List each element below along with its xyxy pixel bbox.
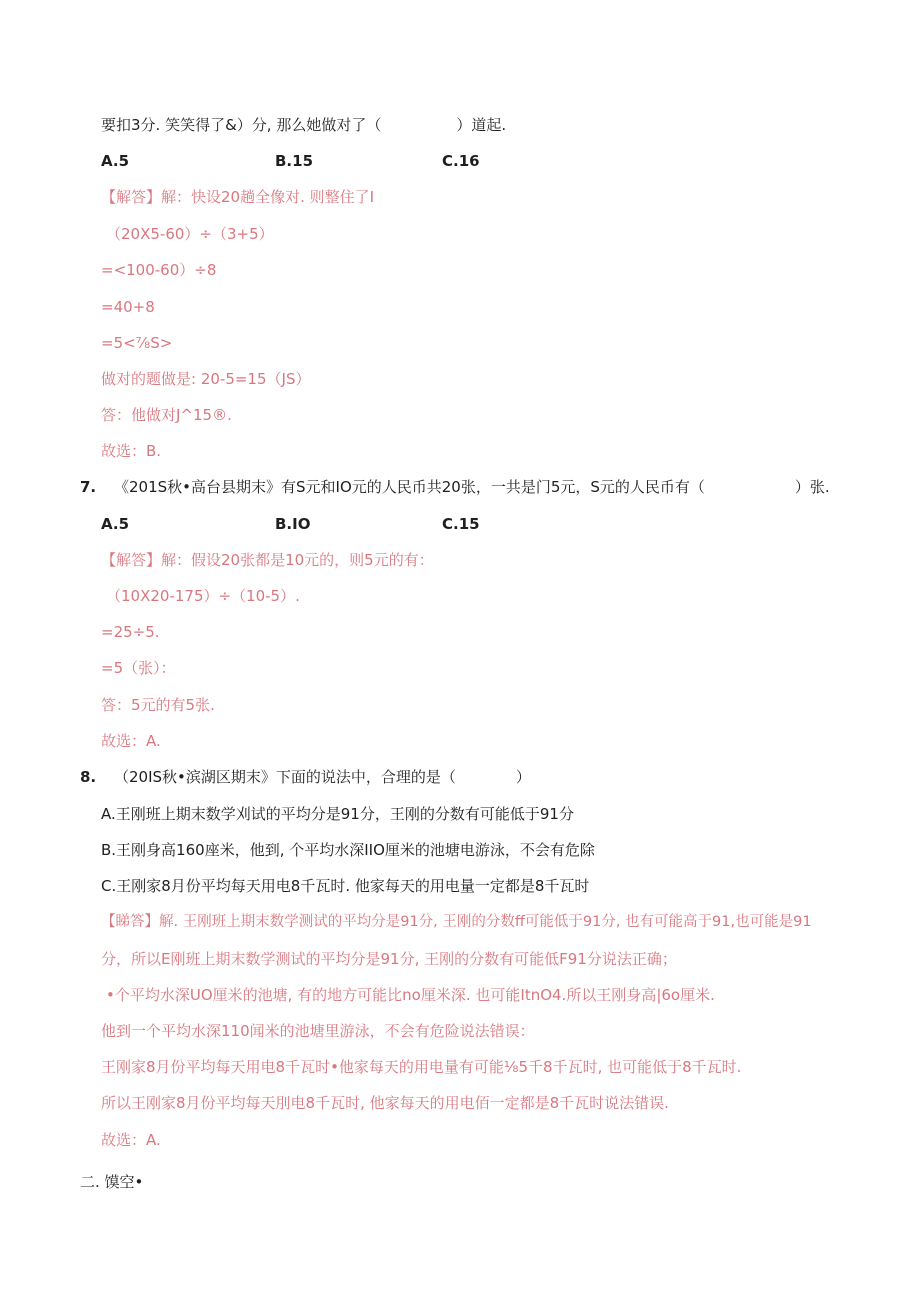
section-heading: 二. 馍空• (80, 1173, 144, 1191)
q7-answer-line-3: =25÷5. (101, 623, 160, 641)
q7-option-c: C.15 (442, 515, 480, 533)
q8-answer-line-2: 分，所以E刚班上期末数学测试的平均分是91分, 王刚的分数有可能低F91分说法正确； (101, 950, 677, 968)
q6-option-b: B.15 (275, 152, 314, 170)
q6-answer-line-6: 做对的题做是: 20-5=15（JS） (101, 370, 311, 388)
q8-option-c: C.王刚家8月份平均每天用电8千瓦时. 他家每天的用电量一定都是8千瓦时 (101, 877, 590, 895)
q7-number: 7. (80, 478, 97, 496)
q7-answer-line-2: （10X20-175）÷（10-5）. (106, 587, 300, 605)
q6-answer-line-4: =40+8 (101, 298, 155, 316)
q6-answer-line-3: =<100-60）÷8 (101, 261, 217, 279)
q7-answer-line-1: 【解答】解：假设20张都是10元的，则5元的有： (101, 551, 434, 569)
q7-option-a: A.5 (101, 515, 130, 533)
q7-answer-line-4: =5（张）： (101, 659, 176, 677)
q6-answer-line-1: 【解答】解：快设20趟全像对. 则整住了I (101, 188, 375, 206)
q8-option-a: A.王刚班上期末数学刈试的平均分是91分，王刚的分数有可能低于91分 (101, 805, 574, 823)
q8-answer-line-5: 王刚家8月份平均每天用电8千瓦时•他家每天的用电量有可能⅛5千8千瓦时, 也可能低于8千瓦时. (101, 1058, 742, 1076)
q7-option-b: B.IO (275, 515, 311, 533)
q6-option-a: A.5 (101, 152, 130, 170)
q8-answer-line-7: 故选：A. (101, 1131, 161, 1149)
q6-answer-line-5: =5<⅞S> (101, 334, 173, 352)
q8-stem: （20IS秋•滨湖区期末》下面的说法中，合理的是（ ） (114, 768, 531, 786)
q6-stem-continuation: 要扣3分. 笑笑得了&）分, 那么她做对了（ ）道起. (101, 116, 507, 134)
q8-answer-line-4: 他到一个平均水深110闻米的池塘里游泳，不会有危险说法错误： (101, 1022, 535, 1040)
q8-option-b: B.王刚身高160座米，他到, 个平均水深IIO厘米的池塘电游泳，不会有危除 (101, 841, 595, 859)
q7-answer-line-5: 答：5元的有5张. (101, 696, 215, 714)
q6-answer-line-2: （20X5-60）÷（3+5） (106, 225, 274, 243)
q8-number: 8. (80, 768, 97, 786)
q8-answer-line-3: •个平均水深UO厘米的池塘, 有的地方可能比no厘米深. 也可能ItnO4.所以王刚身高|6o厘米. (106, 986, 715, 1004)
q6-answer-line-8: 故选：B. (101, 442, 162, 460)
q7-stem: 《201S秋•高台县期末》有S元和IO元的人民币共20张，一共是门5元，S元的人民币有（ ）张. (114, 478, 830, 496)
q6-answer-line-7: 答：他做对J^15®. (101, 406, 232, 424)
q8-answer-line-6: 所以王刚家8月份平均每天刖电8千瓦时, 他家每天的用电佰一定都是8千瓦时说法错误. (101, 1094, 669, 1112)
q8-answer-line-1: 【睇答】解. 王刚班上期末数学测试的平均分是91分, 王刚的分数ff可能低于91分, 也有可能高于91,也可能是91 (101, 914, 812, 930)
q7-answer-line-6: 故选：A. (101, 732, 161, 750)
q6-option-c: C.16 (442, 152, 480, 170)
